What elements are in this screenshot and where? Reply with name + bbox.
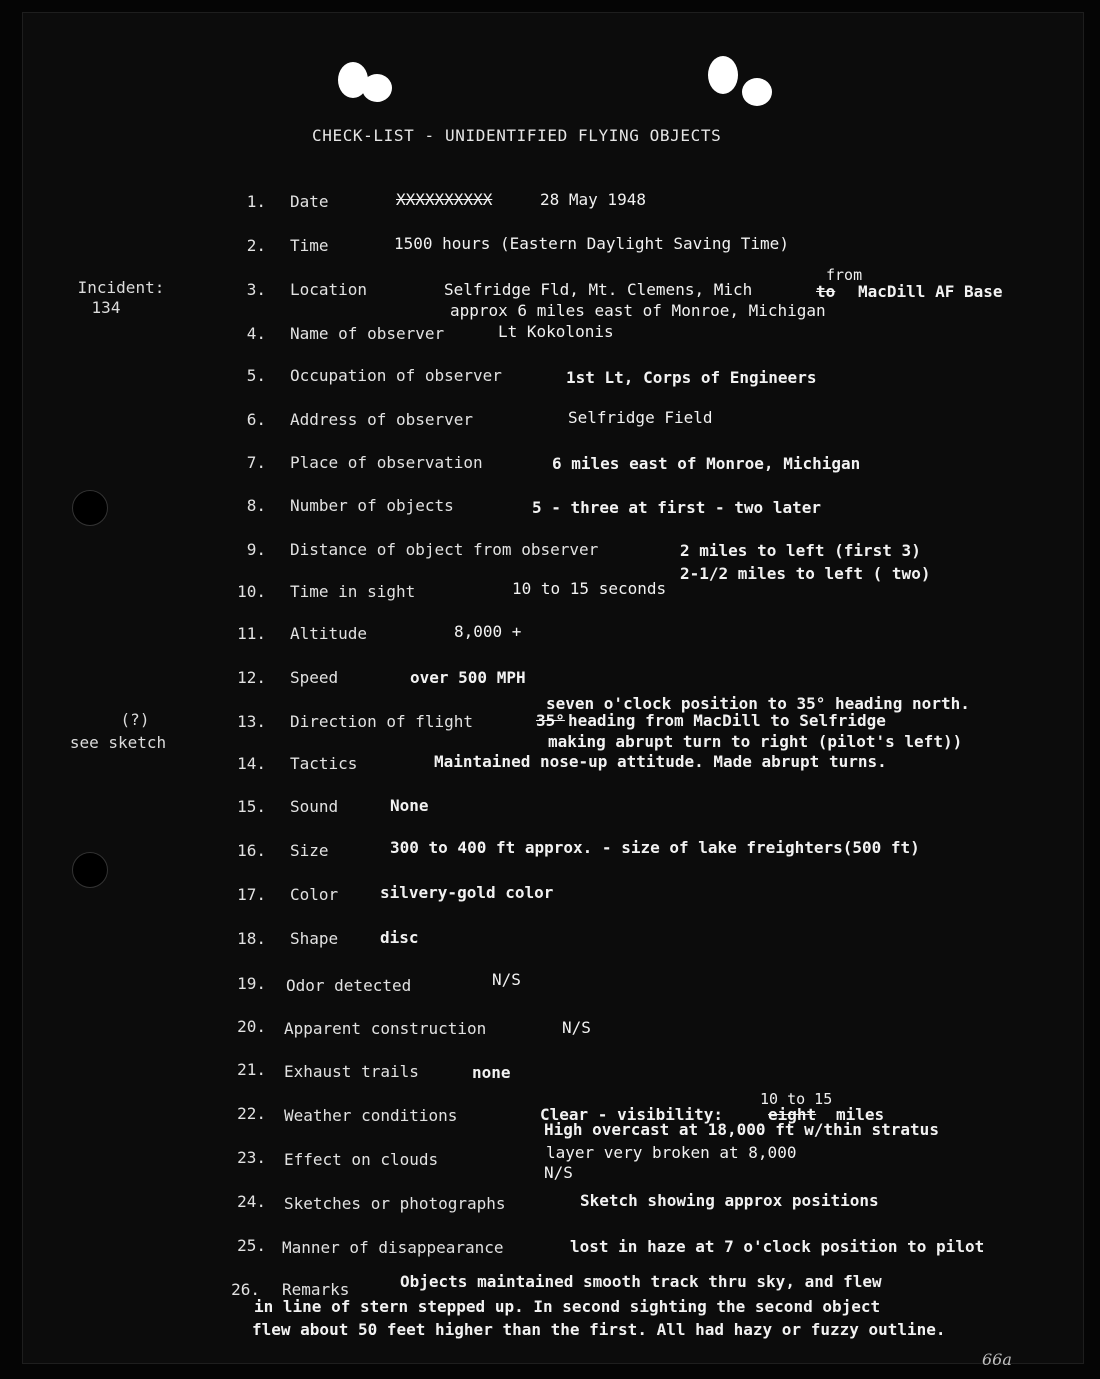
item-value: N/S	[562, 1018, 591, 1037]
item-label: Place of observation	[290, 453, 483, 472]
item-value: 6 miles east of Monroe, Michigan	[552, 454, 861, 473]
item-label: Size	[290, 841, 329, 860]
item-number: 22.	[237, 1104, 266, 1123]
incident-number: 134	[91, 298, 121, 317]
item-value: silvery-gold color	[380, 883, 554, 902]
item-value: 28 May 1948	[540, 190, 646, 209]
item-label: Speed	[290, 668, 339, 687]
item-value-line2: 2-1/2 miles to left ( two)	[680, 564, 931, 583]
item-number: 10.	[237, 582, 266, 601]
item-label: Location	[290, 280, 368, 299]
item-number: 6.	[246, 410, 266, 429]
item-label: Occupation of observer	[290, 366, 502, 385]
item-value-tail: MacDill AF Base	[858, 282, 1003, 301]
item-number: 7.	[246, 453, 266, 472]
item-value: 2 miles to left (first 3)	[680, 541, 921, 560]
punch-mark-right	[708, 56, 738, 94]
item-number: 4.	[246, 324, 266, 343]
item-label: Sound	[290, 797, 339, 816]
item-value: Clear - visibility:	[540, 1105, 724, 1124]
item-number: 18.	[237, 929, 266, 948]
remarks-line-2: in line of stern stepped up. In second sighting the second object	[254, 1297, 881, 1316]
remarks-line-3: flew about 50 feet higher than the first. All had hazy or fuzzy outline.	[252, 1320, 946, 1339]
item-label: Weather conditions	[284, 1106, 458, 1125]
item-label: Name of observer	[290, 324, 445, 343]
punch-mark-left-2	[362, 74, 392, 102]
item-number: 15.	[237, 797, 266, 816]
incident-label: Incident:	[77, 278, 165, 297]
item-label: Time in sight	[290, 582, 416, 601]
item-label: Tactics	[290, 754, 358, 773]
item-value: 10 to 15 seconds	[512, 579, 667, 598]
item-value: Selfridge Fld, Mt. Clemens, Mich	[444, 280, 753, 299]
item-number: 1.	[246, 192, 266, 211]
item-number: 11.	[237, 624, 266, 643]
item-value: 1st Lt, Corps of Engineers	[566, 368, 817, 387]
item-value-line2: approx 6 miles east of Monroe, Michigan	[450, 301, 826, 320]
item-number: 5.	[246, 366, 266, 385]
item-number: 9.	[246, 540, 266, 559]
question-note: (?)	[120, 710, 150, 729]
item-label: Direction of flight	[290, 712, 474, 731]
item-label: Altitude	[290, 624, 368, 643]
item-value: lost in haze at 7 o'clock position to pilot	[570, 1237, 985, 1256]
remarks-line-1: Objects maintained smooth track thru sky, and flew	[400, 1272, 882, 1291]
item-label: Date	[290, 192, 329, 211]
item-label: Number of objects	[290, 496, 454, 515]
item-value: Maintained nose-up attitude. Made abrupt turns.	[434, 752, 887, 771]
item-value: 5 - three at first - two later	[532, 498, 821, 517]
item-label: Apparent construction	[284, 1019, 487, 1038]
item-label: Color	[290, 885, 339, 904]
item-value: Lt Kokolonis	[498, 322, 614, 341]
punch-mark-right-2	[742, 78, 772, 106]
item-value-line0: seven o'clock position to 35° heading north.	[546, 694, 970, 713]
item-number: 26.	[231, 1280, 260, 1299]
handwritten-page-number: 66a	[982, 1350, 1012, 1369]
item-value-struck: XXXXXXXXXX	[396, 190, 493, 209]
item-number: 8.	[246, 496, 266, 515]
item-number: 13.	[237, 712, 266, 731]
item-number: 12.	[237, 668, 266, 687]
item-label: Odor detected	[286, 976, 412, 995]
see-sketch-note: see sketch	[69, 733, 167, 752]
item-value: N/S	[492, 970, 521, 989]
item-number: 3.	[246, 280, 266, 299]
item-value-struck: eight	[768, 1105, 817, 1124]
item-value: None	[390, 796, 429, 815]
item-value-line3: layer very broken at 8,000	[546, 1143, 797, 1162]
binder-hole-top	[72, 490, 108, 526]
item-value-struck: 35°	[536, 711, 565, 730]
item-value-struck: to	[816, 282, 836, 301]
item-label: Distance of object from observer	[290, 540, 599, 559]
item-number: 17.	[237, 885, 266, 904]
item-label: Time	[290, 236, 329, 255]
item-number: 2.	[246, 236, 266, 255]
item-number: 25.	[237, 1236, 266, 1255]
item-number: 23.	[237, 1148, 266, 1167]
item-label: Manner of disappearance	[282, 1238, 504, 1257]
item-label: Shape	[290, 929, 339, 948]
item-value: Sketch showing approx positions	[580, 1191, 879, 1210]
item-value: 300 to 400 ft approx. - size of lake freighters(500 ft)	[390, 838, 920, 857]
item-value: Selfridge Field	[568, 408, 713, 427]
item-number: 24.	[237, 1192, 266, 1211]
item-value: none	[472, 1063, 511, 1082]
item-value: over 500 MPH	[410, 668, 526, 687]
item-insert: from	[826, 266, 863, 284]
item-number: 16.	[237, 841, 266, 860]
binder-hole-bottom	[72, 852, 108, 888]
page-title: CHECK-LIST - UNIDENTIFIED FLYING OBJECTS	[312, 126, 722, 145]
item-label: Remarks	[282, 1280, 350, 1299]
item-value: 1500 hours (Eastern Daylight Saving Time)	[394, 234, 789, 253]
item-value-line2: High overcast at 18,000 ft w/thin stratus	[544, 1120, 939, 1139]
item-label: Effect on clouds	[284, 1150, 439, 1169]
item-label: Address of observer	[290, 410, 474, 429]
item-value: disc	[380, 928, 419, 947]
item-label: Exhaust trails	[284, 1062, 419, 1081]
item-number: 14.	[237, 754, 266, 773]
item-insert: 10 to 15	[760, 1090, 833, 1108]
item-value: 8,000 +	[454, 622, 522, 641]
item-value-tail: miles	[836, 1105, 885, 1124]
item-value-line2: making abrupt turn to right (pilot's left))	[548, 732, 963, 751]
item-value: N/S	[544, 1163, 573, 1182]
item-number: 19.	[237, 974, 266, 993]
item-value: heading from MacDill to Selfridge	[568, 711, 886, 730]
item-number: 20.	[237, 1017, 266, 1036]
item-label: Sketches or photographs	[284, 1194, 506, 1213]
item-number: 21.	[237, 1060, 266, 1079]
